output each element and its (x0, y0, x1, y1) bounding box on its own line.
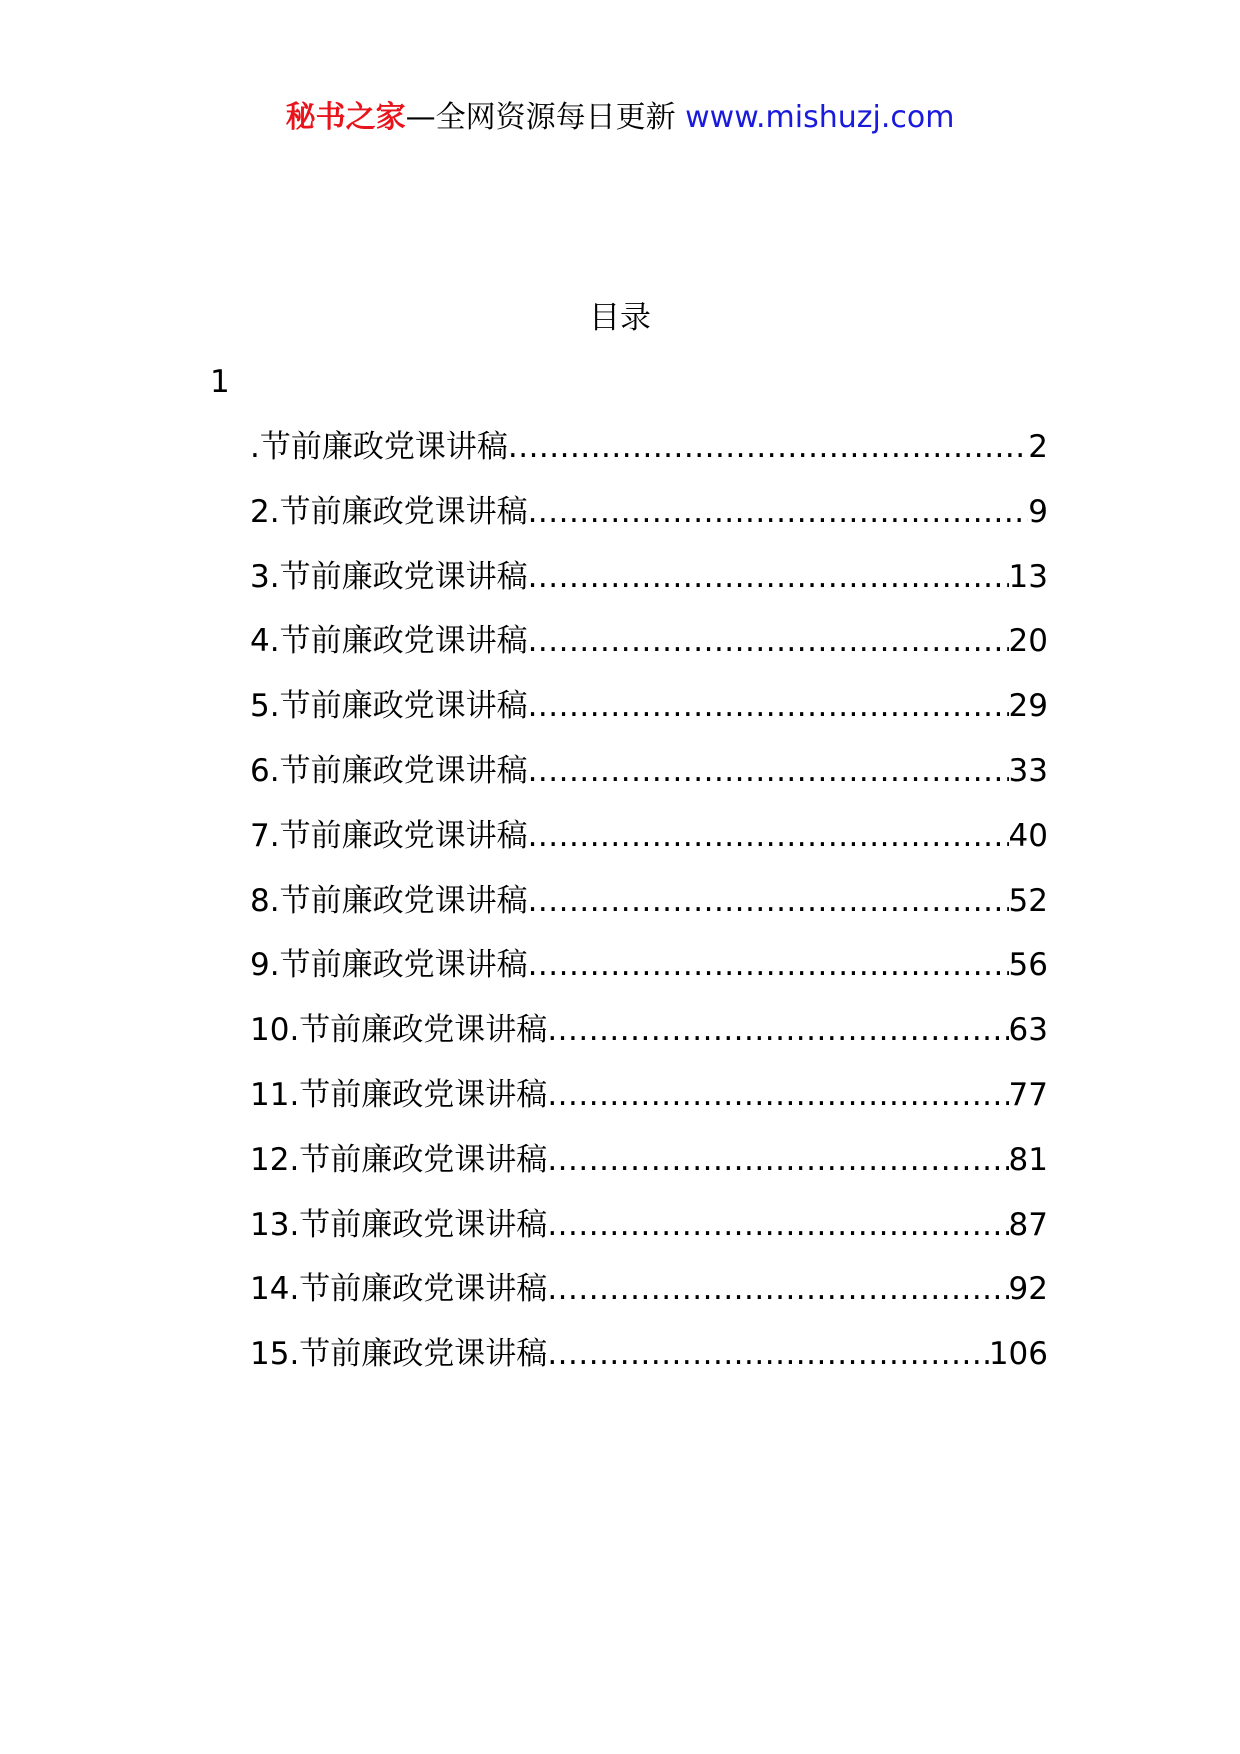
toc-entry-title: 3.节前廉政党课讲稿 (250, 558, 528, 595)
toc-entry-title: 10.节前廉政党课讲稿 (250, 1012, 548, 1049)
toc-entry-page: 40 (1008, 817, 1048, 854)
toc-dot-leader (508, 427, 1028, 467)
toc-entry-page: 56 (1008, 947, 1048, 984)
toc-dot-leader (528, 816, 1009, 856)
site-header (0, 98, 1240, 138)
toc-dot-leader (528, 492, 1029, 532)
toc-dot-leader (547, 1205, 1008, 1245)
toc-entry[interactable] (250, 1140, 1048, 1205)
toc-entry-page: 13 (1008, 558, 1048, 595)
toc-entry-page: 33 (1008, 752, 1048, 789)
toc-entry-page: 77 (1008, 1076, 1048, 1113)
toc-entry-page: 92 (1008, 1271, 1048, 1308)
toc-dot-leader (528, 881, 1009, 921)
toc-dot-leader (547, 1010, 1008, 1050)
toc-dot-leader (528, 557, 1009, 597)
toc-entry[interactable] (250, 1269, 1048, 1334)
toc-entry-page: 29 (1008, 688, 1048, 725)
toc-entry[interactable] (250, 1010, 1048, 1075)
toc-entry[interactable] (250, 686, 1048, 751)
toc-number: 1 (210, 364, 230, 400)
toc-entry[interactable] (250, 492, 1048, 557)
toc-dot-leader (528, 751, 1009, 791)
brand-name: 秘书之家 (285, 100, 406, 135)
toc-entry[interactable] (250, 1334, 1048, 1399)
toc-entry-title: 6.节前廉政党课讲稿 (250, 752, 528, 789)
toc-entry-page: 63 (1008, 1012, 1048, 1049)
toc-entry-page: 87 (1008, 1206, 1048, 1243)
toc-entry-page: 106 (988, 1336, 1048, 1373)
toc-entry-title: 11.节前廉政党课讲稿 (250, 1076, 548, 1113)
toc-entry[interactable] (250, 1205, 1048, 1270)
toc-entry[interactable] (250, 1075, 1048, 1140)
toc-entry-title: 8.节前廉政党课讲稿 (250, 882, 528, 919)
toc-entry[interactable] (250, 751, 1048, 816)
toc-dot-leader (547, 1334, 989, 1374)
toc-entry[interactable] (250, 945, 1048, 1010)
toc-list (250, 427, 1048, 1399)
toc-entry-title: 14.节前廉政党课讲稿 (250, 1271, 548, 1308)
toc-entry-title: 12.节前廉政党课讲稿 (250, 1141, 548, 1178)
toc-entry-title: 7.节前廉政党课讲稿 (250, 817, 528, 854)
toc-dot-leader (528, 621, 1009, 661)
toc-dot-leader (547, 1140, 1008, 1180)
toc-dot-leader (547, 1075, 1008, 1115)
toc-entry[interactable] (250, 881, 1048, 946)
toc-title: 目录 (589, 300, 651, 336)
toc-entry-title: 9.节前廉政党课讲稿 (250, 947, 528, 984)
toc-entry-page: 81 (1008, 1141, 1048, 1178)
toc-entry-title: 13.节前廉政党课讲稿 (250, 1206, 548, 1243)
toc-dot-leader (528, 686, 1009, 726)
toc-entry-page: 2 (1028, 429, 1048, 465)
toc-entry[interactable] (250, 427, 1048, 492)
site-url-link[interactable]: www.mishuzj.com (685, 100, 955, 135)
toc-entry[interactable] (250, 621, 1048, 686)
toc-entry-title: 15.节前廉政党课讲稿 (250, 1336, 548, 1373)
toc-entry-page: 20 (1008, 623, 1048, 660)
header-slogan: —全网资源每日更新 (405, 100, 676, 135)
toc-dot-leader (528, 945, 1009, 985)
toc-entry-title: 2.节前廉政党课讲稿 (250, 493, 528, 530)
toc-entry-title: 4.节前廉政党课讲稿 (250, 623, 528, 660)
toc-entry-page: 52 (1008, 882, 1048, 919)
toc-entry-title: .节前廉政党课讲稿 (250, 429, 508, 465)
toc-entry-title: 5.节前廉政党课讲稿 (250, 688, 528, 725)
toc-entry[interactable] (250, 816, 1048, 881)
toc-entry-page: 9 (1028, 493, 1048, 530)
toc-dot-leader (547, 1269, 1008, 1309)
toc-entry[interactable] (250, 557, 1048, 622)
